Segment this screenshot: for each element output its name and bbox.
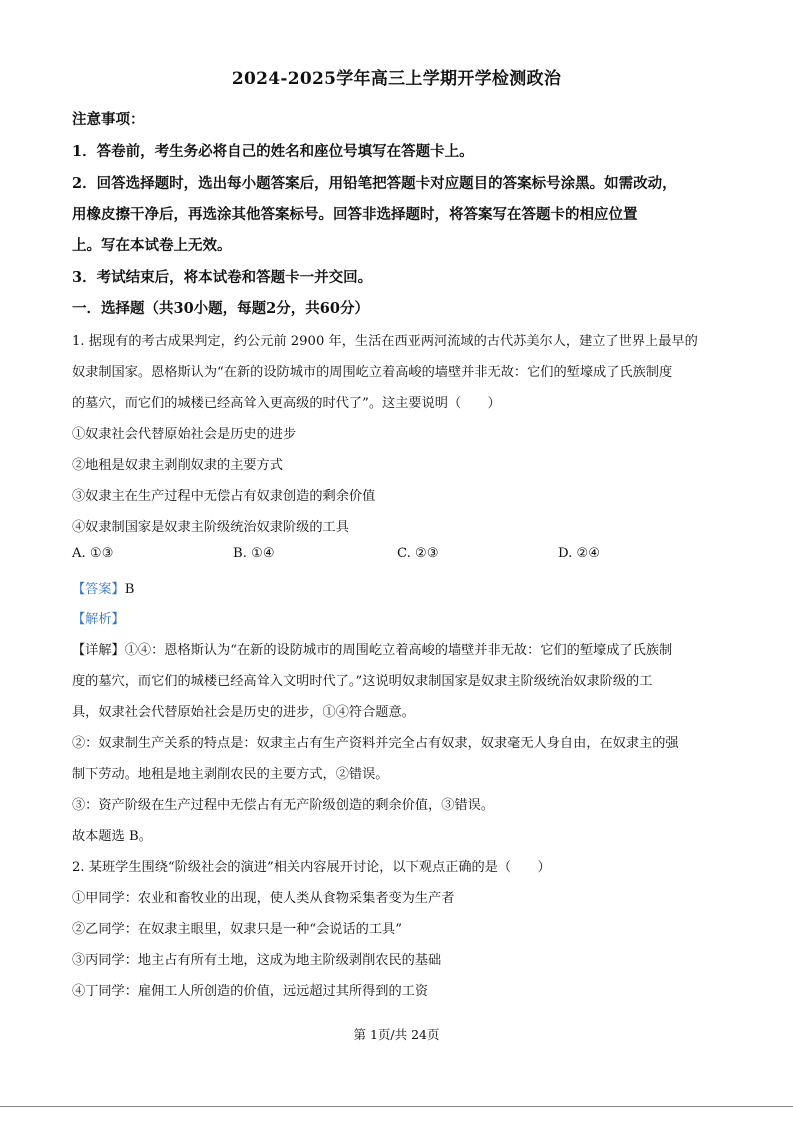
q2-item-3: ③丙同学：地主占有所有土地，这成为地主阶级剥削农民的基础	[72, 953, 442, 968]
q1-stem-line-1: 1. 据现有的考古成果判定，约公元前 2900 年，生活在西亚两河流域的古代苏美尔人，建立了世界上最早的	[72, 334, 698, 349]
q1-option-d: D. ②④	[558, 546, 601, 561]
q1-detail-line-5: 制下劳动。地租是地主剥削农民的主要方式，②错误。	[72, 767, 389, 782]
q1-option-a: A. ①③	[72, 546, 114, 561]
q1-option-b: B. ①④	[233, 546, 275, 561]
q1-option-c: C. ②③	[397, 546, 439, 561]
q1-detail-line-3: 具，奴隶社会代替原始社会是历史的进步，①④符合题意。	[72, 705, 415, 720]
bottom-divider	[0, 1106, 793, 1107]
notice-item-3: 3．考试结束后，将本试卷和答题卡一并交回。	[72, 269, 373, 286]
q1-item-2: ②地租是奴隶主剥削奴隶的主要方式	[72, 458, 283, 473]
q1-analysis-label: 【解析】	[72, 612, 125, 627]
q1-detail-line-4: ②：奴隶制生产关系的特点是：奴隶主占有生产资料并完全占有奴隶，奴隶毫无人身自由，在奴隶主的强	[72, 736, 679, 751]
q1-item-3: ③奴隶主在生产过程中无偿占有奴隶创造的剩余价值	[72, 489, 376, 504]
q1-stem-line-2: 奴隶制国家。恩格斯认为“在新的设防城市的周围屹立着高峻的墙壁并非无故：它们的堑壕成了氏族制度	[72, 365, 673, 380]
answer-value: B	[124, 582, 135, 597]
q1-detail-line-2: 度的墓穴，而它们的城楼已经高耸入文明时代了。”这说明奴隶制国家是奴隶主阶级统治奴隶阶级的工	[72, 674, 653, 689]
q2-item-2: ②乙同学：在奴隶主眼里，奴隶只是一种“会说话的工具”	[72, 922, 402, 937]
q1-detail-line-7: 故本题选 B。	[72, 829, 152, 844]
q1-item-4: ④奴隶制国家是奴隶主阶级统治奴隶阶级的工具	[72, 520, 349, 535]
q1-item-1: ①奴隶社会代替原始社会是历史的进步	[72, 427, 297, 442]
q1-answer	[72, 578, 134, 597]
answer-label: 【答案】	[72, 582, 125, 597]
notice-item-2-cont: 用橡皮擦干净后，再选涂其他答案标号。回答非选择题时，将答案写在答题卡的相应位置	[72, 206, 638, 223]
q1-detail-line-1: 【详解】①④：恩格斯认为“在新的设防城市的周围屹立着高峻的墙壁并非无故：它们的堑壕成了氏族制	[72, 643, 673, 658]
notice-item-2: 2．回答选择题时，选出每小题答案后，用铅笔把答题卡对应题目的答案标号涂黑。如需改动，	[72, 175, 677, 192]
section-title: 一．选择题（共30小题，每题2分，共60分）	[72, 300, 369, 317]
notice-heading: 注意事项：	[72, 111, 145, 128]
q2-item-1: ①甲同学：农业和畜牧业的出现，使人类从食物采集者变为生产者	[72, 891, 455, 906]
q2-stem: 2. 某班学生围绕“阶级社会的演进”相关内容展开讨论，以下观点正确的是（ ）	[72, 860, 551, 875]
q1-stem-line-3: 的墓穴，而它们的城楼已经高耸入更高级的时代了”。这主要说明（ ）	[72, 396, 501, 411]
notice-item-2-end: 上。写在本试卷上无效。	[72, 237, 232, 254]
page-footer: 第 1页/共 24页	[353, 1027, 440, 1042]
q1-detail-line-6: ③：资产阶级在生产过程中无偿占有无产阶级创造的剩余价值，③错误。	[72, 798, 494, 813]
notice-item-1: 1．答卷前，考生务必将自己的姓名和座位号填写在答题卡上。	[72, 143, 474, 160]
q2-item-4: ④丁同学：雇佣工人所创造的价值，远远超过其所得到的工资	[72, 984, 429, 999]
page-title: 2024-2025学年高三上学期开学检测政治	[231, 69, 562, 89]
